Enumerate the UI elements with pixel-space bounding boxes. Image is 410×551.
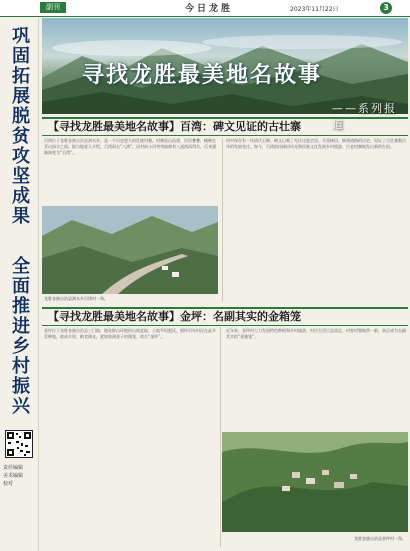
- photo-caption: 龙胜各族自治县金坪村一角。: [354, 536, 406, 541]
- photo-caption: 龙胜各族自治县泗水乡百湾村一角。: [44, 296, 108, 301]
- page-header: [0, 0, 410, 17]
- village-road-photo: [42, 206, 218, 294]
- article-body: 百湾位于龙胜各族自治县泗水乡，是一个历史悠久的壮族村寨。村寨依山而建，层层叠叠，掩映在青山绿水之间。据当地老人介绍，百湾原名“八湾”，因村前小河弯弯曲曲有八道湾而得名，后来逐渐演变为“百湾”。: [44, 138, 217, 155]
- article-body: 金坪位于龙胜各族自治县三门镇，地处群山环抱的山间盆地，土地平坦肥沃。相传早年村民在此开荒种地，收成丰厚，粮食满仓，犹如装满金子的箱笼，故名“金坪”。: [44, 328, 216, 339]
- slogan-secondary: 全面推进乡村振兴: [9, 256, 30, 416]
- banner-title: 寻找龙胜最美地名故事: [82, 62, 323, 88]
- qr-code-icon: [5, 430, 33, 458]
- section-tag: 副刊: [40, 2, 66, 13]
- article-body: 近年来，金坪村大力发展特色种植和乡村旅游，村民生活日益富足，村容村貌焕然一新，真正成为名副其实的“金箱笼”。: [226, 328, 406, 339]
- column-divider: [222, 138, 223, 302]
- article-headline: 【寻找龙胜最美地名故事】金坪：名副其实的金箱笼: [42, 307, 408, 326]
- village-aerial-photo: [222, 432, 408, 532]
- page-number-badge: 3: [380, 2, 392, 14]
- editorial-credits: 责任编辑 美术编辑 校对: [3, 465, 24, 487]
- issue-date: 2023年11月22日: [290, 6, 339, 13]
- article-headline: 【寻找龙胜最美地名故事】百湾：碑文见证的古壮寨: [42, 117, 408, 136]
- slogan-column: [0, 18, 39, 551]
- article-body: 村中保存有一块清代石碑，碑文记载了先民迁徙定居、开垦梯田、修建道路的历史，见证了古壮寨数百年的发展变迁。如今，百湾依托梯田风光和民族文化发展乡村旅游，古老村寨焕发出新的生机。: [226, 138, 406, 149]
- slogan-primary: 巩固拓展脱贫攻坚成果: [9, 26, 30, 226]
- banner-subtitle: ——系列报道: [332, 102, 397, 131]
- masthead: 今日龙胜: [185, 4, 234, 14]
- column-divider: [220, 327, 221, 547]
